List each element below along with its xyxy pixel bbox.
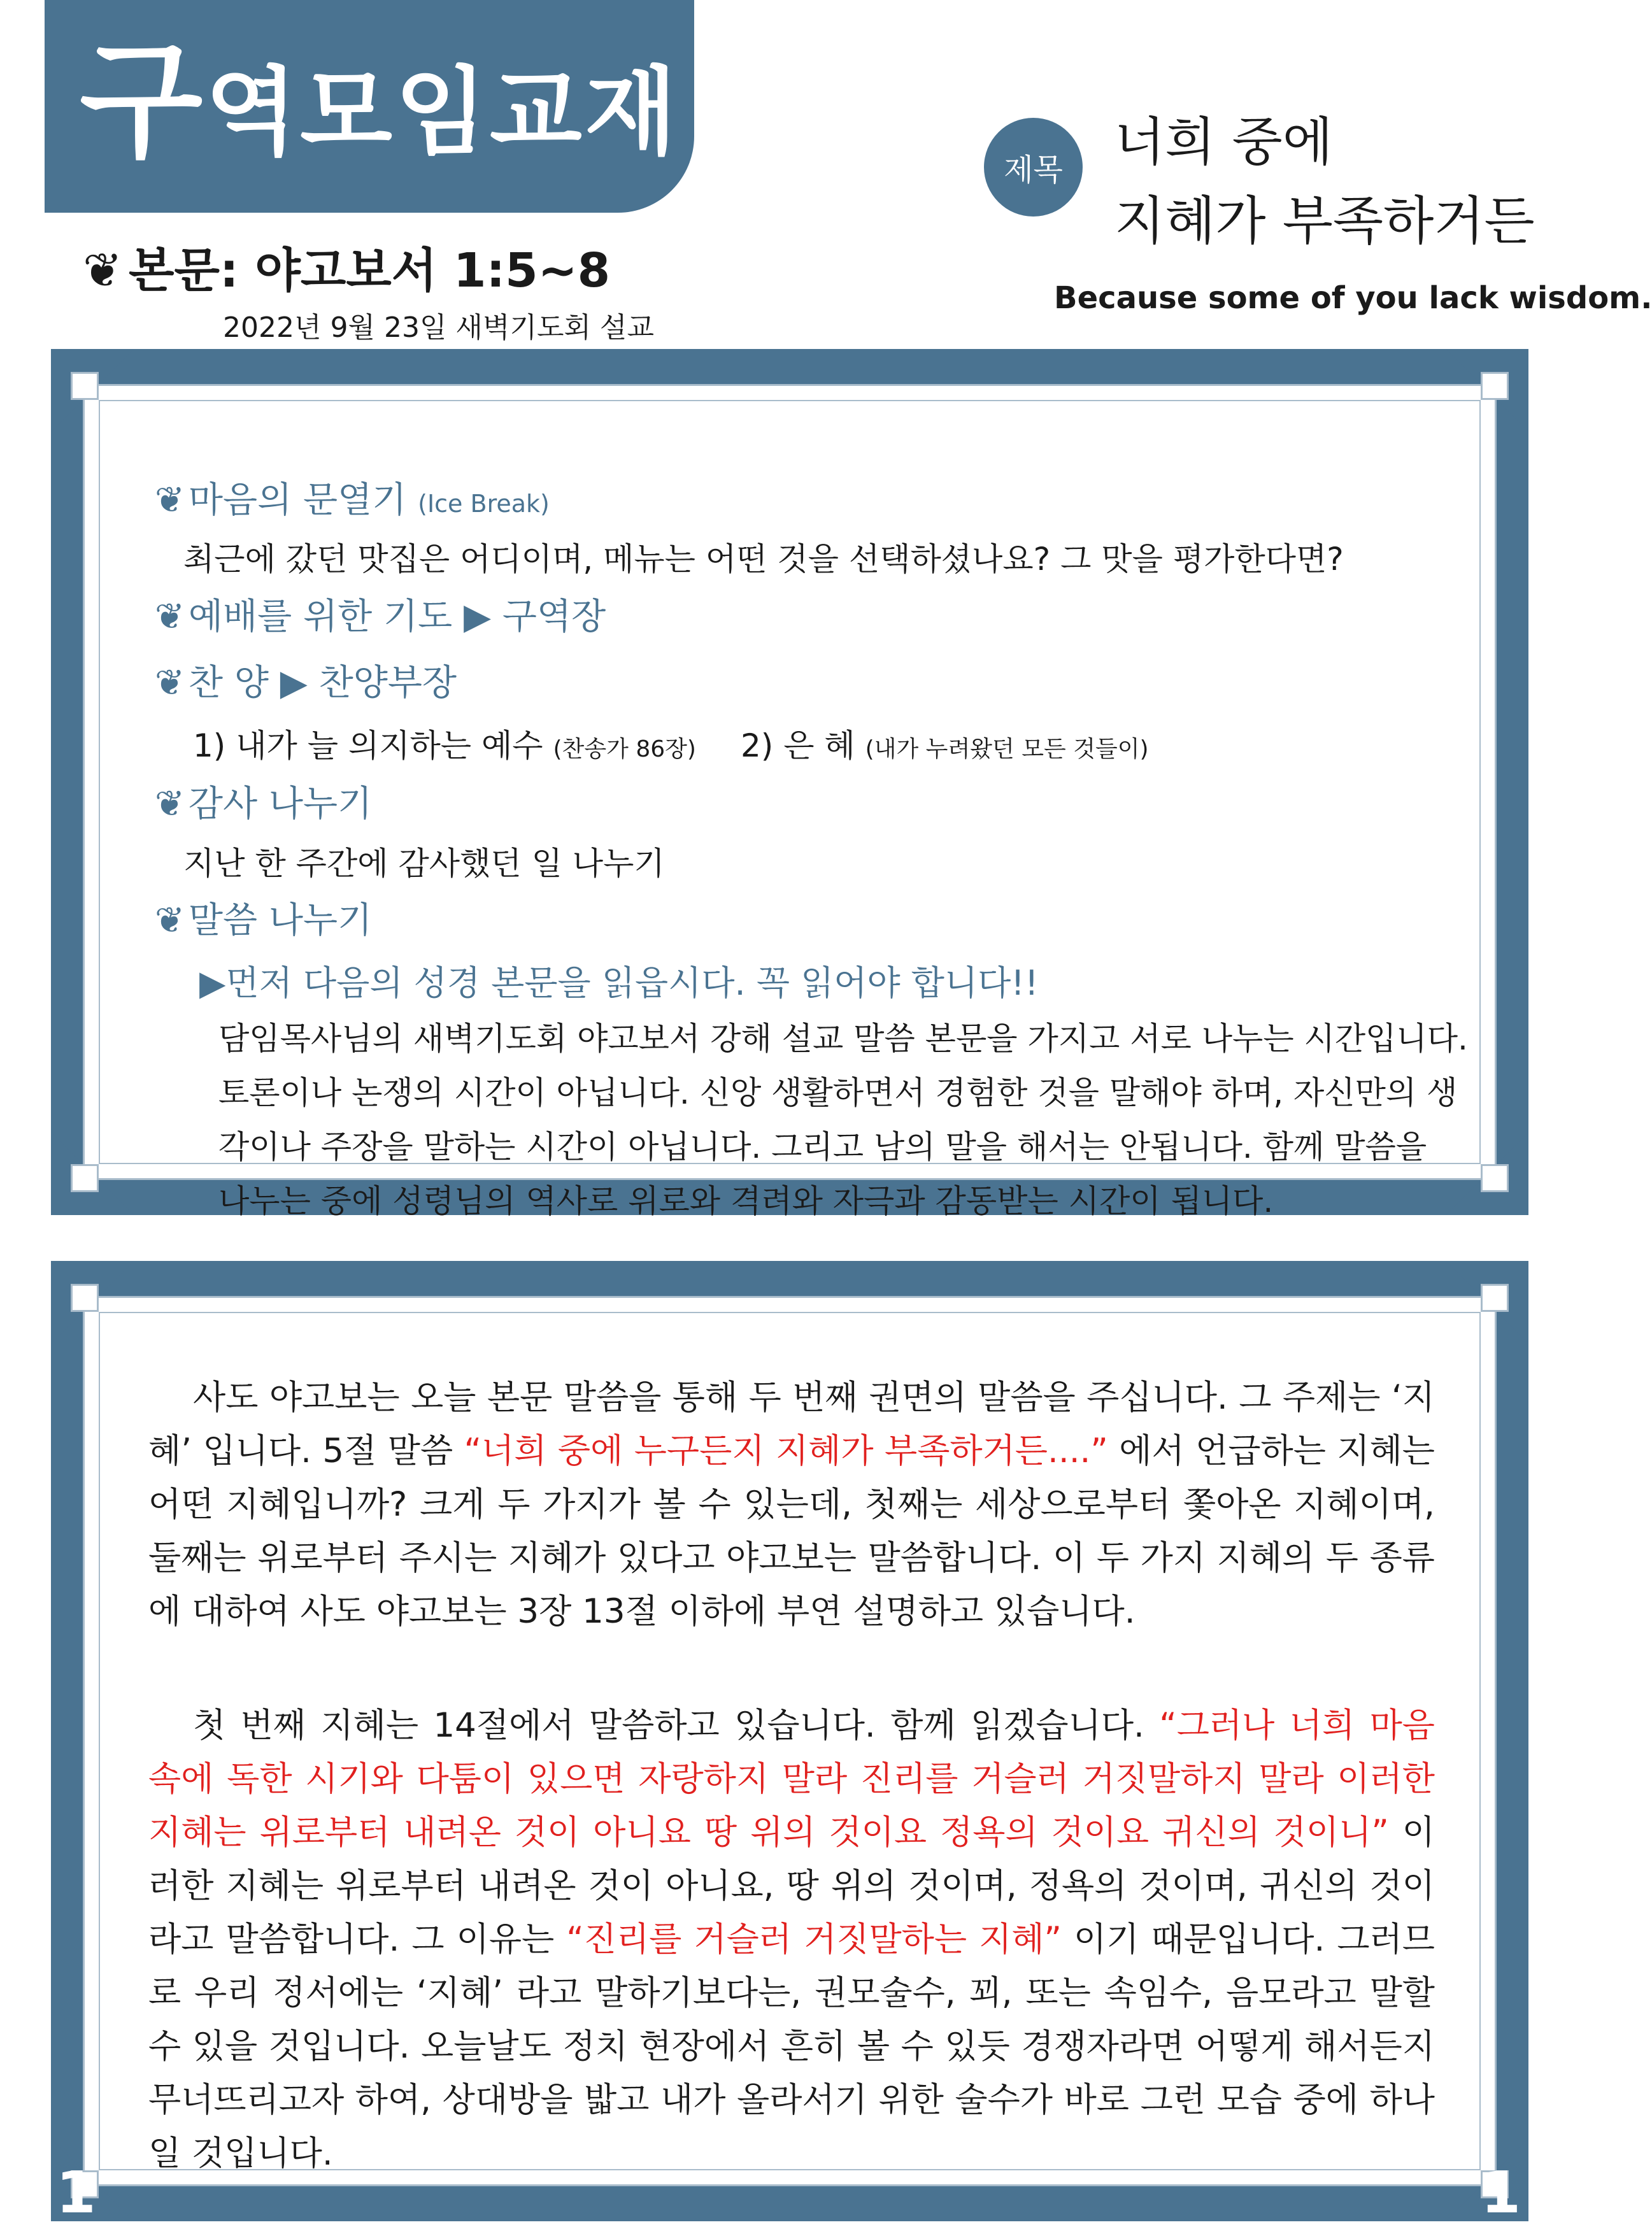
ice-break-question: 최근에 갔던 맛집은 어디이며, 메뉴는 어떤 것을 선택하셨나요? 그 맛을 평가한다면? <box>183 541 1344 578</box>
topic-badge: 제목 <box>984 118 1083 217</box>
sermon-date: 2022년 9월 23일 새벽기도회 설교 <box>223 311 654 344</box>
frame-ornament <box>71 1164 99 1192</box>
frame-ornament <box>71 372 99 400</box>
song-2: 2) 은 혜 (내가 누려왔던 모든 것들이) <box>741 727 1149 764</box>
heart-icon: ❦ <box>155 596 185 637</box>
frame-ornament <box>1481 1284 1509 1312</box>
topic-title-line2: 지혜가 부족하거든 <box>1114 191 1535 252</box>
scripture-text: 야고보서 1:5~8 <box>255 243 611 298</box>
meeting-guide-box <box>51 349 1528 1220</box>
word-heading: ❦ 말씀 나누기 <box>155 900 373 941</box>
sermon-paragraph-2: 첫 번째 지혜는 14절에서 말씀하고 있습니다. 함께 읽겠습니다. “그러나 너희 마음 속에 독한 시기와 다툼이 있으면 자랑하지 말라 진리를 거슬러 거짓말하지 말라 이러한 지혜는 위로부터 내려온 것이 아니요 땅 위의 것이요 정욕의 것이요 귀신의 것이니” 이러한 지혜는 위로부터 내려온 것이 아니요, 땅 위의 것이며, 정욕의 것이며, 귀신의 것이라고 말씀합니다. 그 이유는 “진리를 거슬러 거짓말하는 지혜” 이기 때문입니다. 그러므로 우리 정서에는 ‘지혜’ 라고 말하기보다는, 권모술수, 꾀, 또는 속임수, 음모라고 말할 수 있을 것입니다. 오늘날도 정치 현장에서 흔히 볼 수 있듯 경쟁자라면 어떻게 해서든지 무너뜨리고자 하여, 상대방을 밟고 내가 올라서기 위한 술수가 바로 그런 모습 중에 하나일 것입니다. <box>148 1706 1435 2173</box>
heart-icon: ❦ <box>155 480 185 521</box>
praise-heading: ❦ 찬 양 ▶ 찬양부장 <box>155 662 457 704</box>
scripture-label: 본문: <box>129 243 239 298</box>
guide-line: 나누는 중에 성령님의 역사로 위로와 격려와 자극과 감동받는 시간이 됩니다. <box>218 1183 1274 1220</box>
heart-icon: ❦ <box>155 783 185 825</box>
page-number-left: 1 <box>56 2159 96 2226</box>
page-number-right: 1 <box>1481 2159 1521 2226</box>
topic-title-line1: 너희 중에 <box>1114 112 1333 173</box>
thanks-text: 지난 한 주간에 감사했던 일 나누기 <box>183 845 665 882</box>
arrow-icon: ▶ <box>280 662 308 704</box>
reading-instruction: ▶먼저 다음의 성경 본문을 읽읍시다. 꼭 읽어야 합니다!! <box>199 963 1039 1003</box>
box-content <box>83 384 1497 1220</box>
ice-break-heading: ❦ 마음의 문열기 (Ice Break) <box>155 480 550 521</box>
guide-line: 토론이나 논쟁의 시간이 아닙니다. 신앙 생활하면서 경험한 것을 말해야 하며, 자신만의 생 <box>218 1074 1458 1111</box>
frame-ornament <box>1481 1164 1509 1192</box>
quoted-phrase: “진리를 거슬러 거짓말하는 지혜” <box>566 1920 1062 1959</box>
guide-line: 각이나 주장을 말하는 시간이 아닙니다. 그리고 남의 말을 해서는 안됩니다. 함께 말씀을 <box>218 1128 1427 1165</box>
frame-ornament <box>71 1284 99 1312</box>
scripture-reference <box>83 233 610 301</box>
guide-line: 담임목사님의 새벽기도회 야고보서 강해 설교 말씀 본문을 가지고 서로 나누는 시간입니다. <box>218 1020 1468 1057</box>
frame-ornament <box>1481 372 1509 400</box>
thanks-heading: ❦ 감사 나누기 <box>155 783 373 825</box>
sermon-paragraph-1: 사도 야고보는 오늘 본문 말씀을 통해 두 번째 권면의 말씀을 주십니다. 그 주제는 ‘지혜’ 입니다. 5절 말씀 “너희 중에 누구든지 지혜가 부족하거든....” 에서 언급하는 지혜는 어떤 지혜입니까? 크게 두 가지가 볼 수 있는데, 첫째는 세상으로부터 쫓아온 지혜이며, 둘째는 위로부터 주시는 지혜가 있다고 야고보는 말씀합니다. 이 두 가지 지혜의 두 종류에 대하여 사도 야고보는 3장 13절 이하에 부연 설명하고 있습니다. <box>148 1378 1435 1631</box>
heart-icon: ❦ <box>83 243 123 298</box>
prayer-heading: ❦ 예배를 위한 기도 ▶ 구역장 <box>155 596 606 637</box>
quoted-verse: “너희 중에 누구든지 지혜가 부족하거든....” <box>464 1432 1108 1470</box>
quoted-verse: “그러나 너희 마음 속에 독한 시기와 다툼이 있으면 자랑하지 말라 진리를 거슬러 거짓말하지 말라 이러한 지혜는 위로부터 내려온 것이 아니요 땅 위의 것이요 정욕의 것이요 귀신의 것이니” <box>148 1706 1435 1852</box>
heart-icon: ❦ <box>155 900 185 941</box>
document-title: 구역모임교재 <box>80 27 680 176</box>
heart-icon: ❦ <box>155 662 185 704</box>
box-content <box>83 1296 1497 2186</box>
arrow-icon: ▶ <box>464 596 492 637</box>
sermon-box <box>51 1261 1528 2226</box>
song-1: 1) 내가 늘 의지하는 예수 (찬송가 86장) <box>193 727 696 764</box>
topic-title-english: Because some of you lack wisdom. <box>1054 280 1652 316</box>
